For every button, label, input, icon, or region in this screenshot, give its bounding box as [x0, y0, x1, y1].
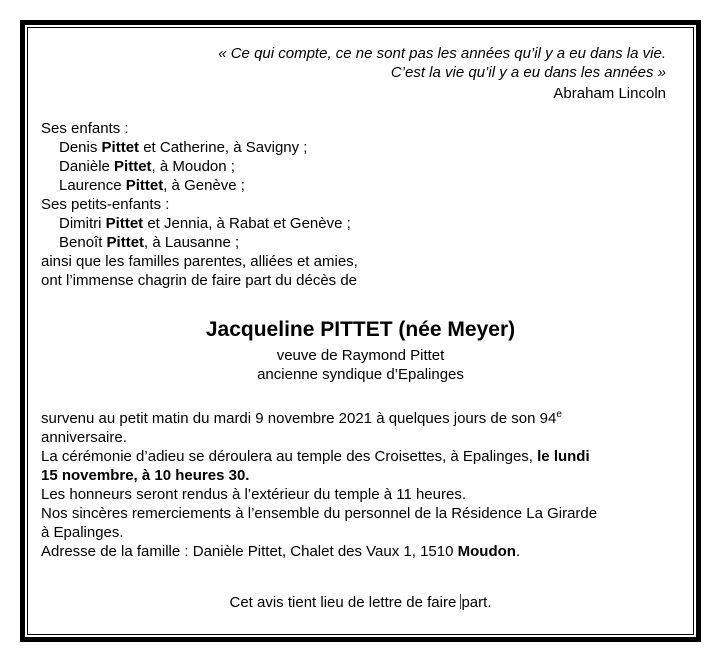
quote-line-1: « Ce qui compte, ce ne sont pas les années qu’il y a eu dans la vie. [218, 45, 666, 62]
closing-line-2: ont l’immense chagrin de faire part du décès de [41, 272, 358, 289]
ceremony-time-bold: 15 novembre, à 10 heures 30. [41, 467, 250, 484]
footer-text-end: part. [461, 594, 492, 611]
deceased-subtitle-1: veuve de Raymond Pittet [276, 347, 445, 364]
grandchildren-header: Ses petits-enfants : [41, 196, 170, 213]
thanks-notice [41, 504, 680, 542]
outer-frame-border [20, 20, 701, 642]
death-text: survenu au petit matin du mardi 9 novembre 2021 à quelques jours de son 94 [41, 410, 557, 427]
details-block [41, 409, 680, 561]
grandchild-entry [41, 233, 680, 252]
quote-attribution: Abraham Lincoln [553, 85, 666, 102]
grandchild-rest: , à Lausanne ; [144, 234, 240, 251]
ceremony-date-bold: le lundi [537, 448, 590, 465]
child-surname: Pittet [114, 158, 152, 175]
family-address [41, 542, 680, 561]
grandchild-name: Benoît [59, 234, 107, 251]
ceremony-notice [41, 447, 680, 485]
document-content [28, 28, 693, 612]
ordinal-superscript: e [556, 409, 562, 420]
grandchild-name: Dimitri [59, 215, 106, 232]
quote-line-2: C’est la vie qu’il y a eu dans les années » [390, 64, 666, 81]
inner-frame-border [27, 27, 694, 635]
address-period: . [515, 543, 521, 560]
deceased-name: Jacqueline PITTET (née Meyer) [205, 318, 516, 341]
thanks-text: Nos sincères remerciements à l’ensemble du personnel de la Résidence La Girarde [41, 505, 598, 522]
grandchild-rest: et Jennia, à Rabat et Genève ; [143, 215, 351, 232]
grandchild-entry [41, 214, 680, 233]
deceased-block [41, 318, 680, 384]
grandchild-surname: Pittet [106, 234, 145, 251]
ceremony-text: La cérémonie d’adieu se déroulera au temple des Croisettes, à Epalinges, [41, 448, 538, 465]
child-entry [41, 138, 680, 157]
children-header: Ses enfants : [41, 120, 129, 137]
death-notice [41, 409, 680, 447]
child-surname: Pittet [101, 139, 140, 156]
family-block [41, 119, 680, 290]
death-text-continued: anniversaire. [41, 429, 127, 446]
child-name: Danièle [59, 158, 115, 175]
child-rest: , à Genève ; [163, 177, 245, 194]
child-name: Denis [59, 139, 102, 156]
child-rest: , à Moudon ; [151, 158, 235, 175]
child-name: Laurence [59, 177, 126, 194]
closing-line-1: ainsi que les familles parentes, alliées et amies, [41, 253, 358, 270]
address-text: Adresse de la famille : Danièle Pittet, Chalet des Vaux 1, 1510 [41, 543, 458, 560]
grandchild-surname: Pittet [105, 215, 144, 232]
quote-block [41, 44, 680, 103]
child-entry [41, 157, 680, 176]
deceased-subtitle-2: ancienne syndique d’Epalinges [257, 366, 464, 383]
footer-text: Cet avis tient lieu de lettre de faire [229, 594, 461, 611]
footer-notice [41, 593, 680, 612]
child-surname: Pittet [125, 177, 164, 194]
honors-notice: Les honneurs seront rendus à l’extérieur du temple à 11 heures. [41, 486, 466, 503]
child-entry [41, 176, 680, 195]
child-rest: et Catherine, à Savigny ; [139, 139, 308, 156]
thanks-text-continued: à Epalinges. [41, 524, 124, 541]
address-city-bold: Moudon [457, 543, 516, 560]
